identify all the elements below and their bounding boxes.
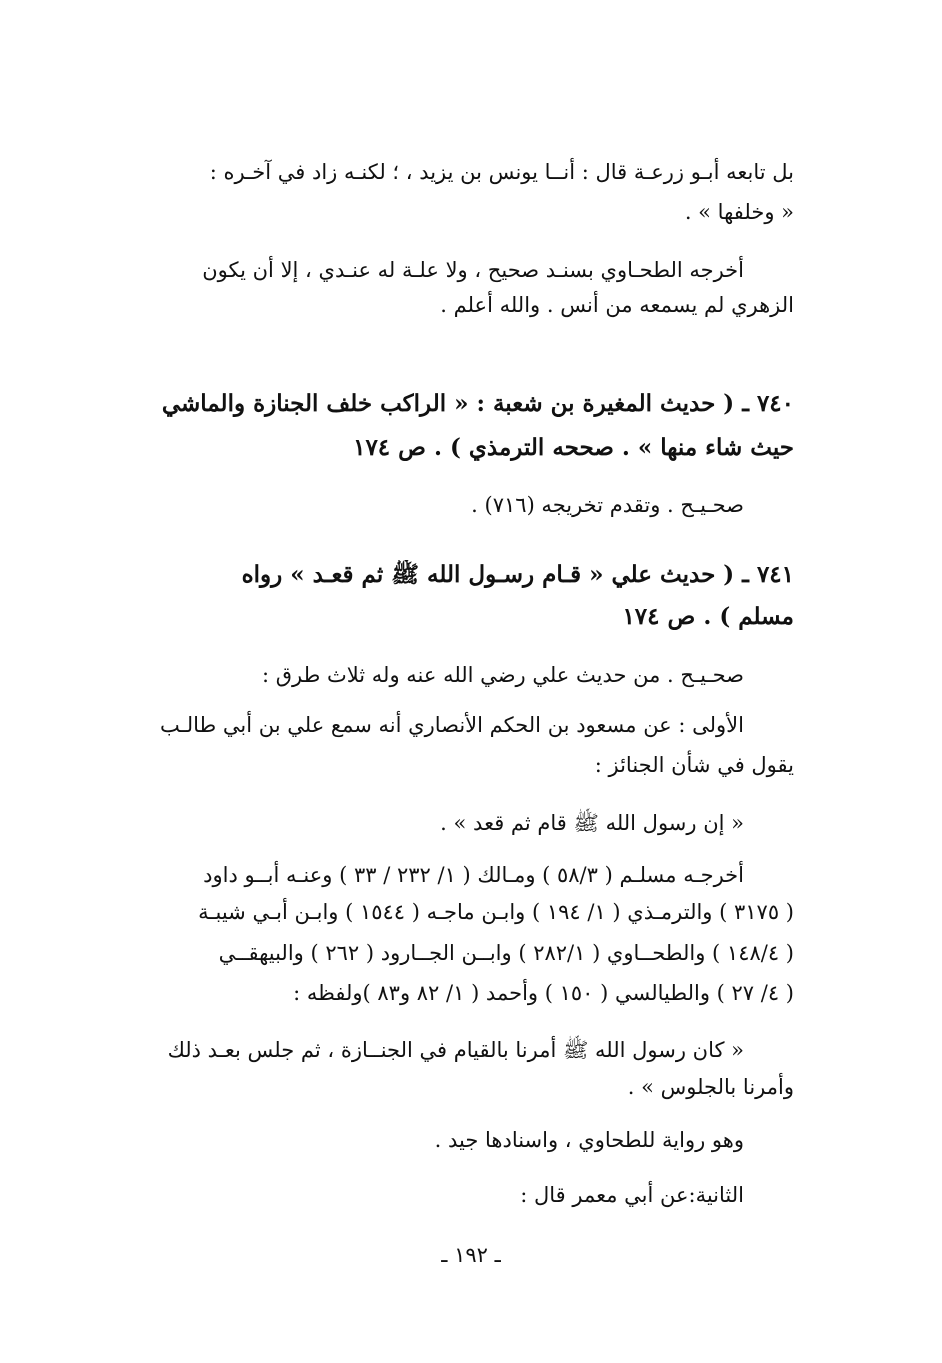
paragraph-line: ( ٣١٧٥ ) والترمـذي ( ١/ ١٩٤ ) وابـن ماجـه ( ١٥٤٤ ) وابـن أبـي شيبـة: [198, 900, 794, 924]
paragraph-line: أخرجه الطحـاوي بسنـد صحيح ، ولا علـة له عنـدي ، إلا أن يكون: [202, 258, 744, 282]
paragraph-line: أخرجـه مسلـم ( ٥٨/٣ ) ومـالك ( ١/ ٢٣٢ / ٣٣ ) وعنـه أبــو داود: [203, 863, 744, 887]
hadith-heading-741: ٧٤١ ـ ( حديث علي « قـام رسـول الله ﷺ ثم قعـد » رواه: [241, 561, 794, 588]
quote-line: وأمرنا بالجلوس » .: [627, 1075, 794, 1099]
hadith-heading-740-cont: حيث شاء منها » . صححه الترمذي ) . ص ١٧٤: [353, 434, 794, 461]
quote-line: « إن رسول الله ﷺ قام ثم قعد » .: [440, 811, 744, 835]
paragraph-line: الزهري لم يسمعه من أنس . والله أعلم .: [440, 293, 794, 317]
quote-line: « كان رسول الله ﷺ أمرنا بالقيام في الجنــازة ، ثم جلس بعـد ذلك: [167, 1038, 744, 1062]
paragraph-line: الثانية:عن أبي معمر قال :: [520, 1183, 744, 1207]
paragraph-line: « وخلفها » .: [684, 200, 794, 224]
paragraph-line: صحـيـح . من حديث علي رضي الله عنه وله ثلاث طرق :: [261, 663, 744, 687]
paragraph-line: وهو رواية للطحاوي ، واسنادها جيد .: [434, 1128, 744, 1152]
page-number: ـ ١٩٢ ـ: [441, 1243, 501, 1267]
hadith-heading-741-cont: مسلم ) . ص ١٧٤: [622, 603, 794, 630]
paragraph-line: بل تابعه أبـو زرعـة قال : أنــا يونس بن يزيد ، ؛ لكنـه زاد في آخـره :: [209, 160, 794, 184]
paragraph-line: يقول في شأن الجنائز :: [594, 753, 794, 777]
paragraph-line: صحـيـح . وتقدم تخريجه (٧١٦) .: [471, 493, 744, 517]
paragraph-line: ( ١٤٨/٤ ) والطحــاوي ( ٢٨٢/١ ) وابــن الجــارود ( ٢٦٢ ) والبيهقــي: [218, 941, 794, 965]
paragraph-line: ( ٤/ ٢٧ ) والطيالسي ( ١٥٠ ) وأحمد ( ١/ ٨٢ و٨٣ )ولفظه :: [293, 981, 794, 1005]
paragraph-line: الأولى : عن مسعود بن الحكم الأنصاري أنه سمع علي بن أبي طالـب: [159, 713, 744, 737]
hadith-heading-740: ٧٤٠ ـ ( حديث المغيرة بن شعبة : « الراكب خلف الجنازة والماشي: [161, 390, 794, 417]
